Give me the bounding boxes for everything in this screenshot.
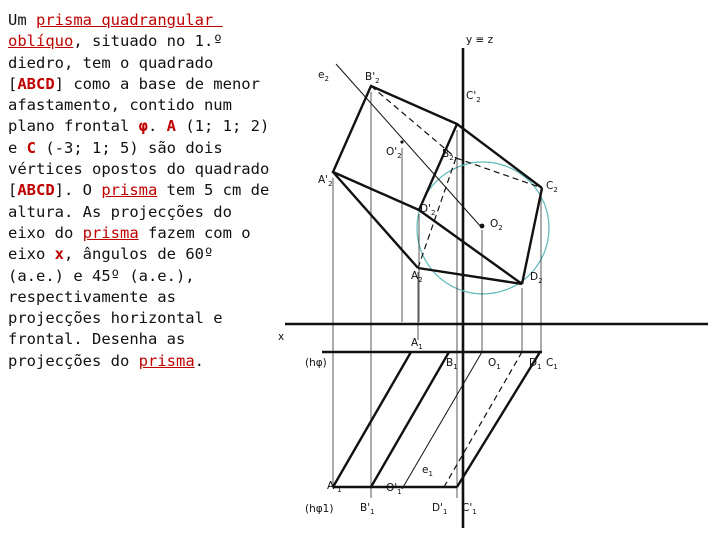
label-B1: $B_1$ (446, 357, 458, 371)
point-O2p (400, 140, 403, 143)
axis-e1-line (402, 352, 482, 489)
statement-highlight: C (26, 138, 37, 157)
label-x-axis: x (278, 331, 285, 343)
label-yz: y ≡ z (466, 34, 494, 46)
label-B2: $B_2$ (442, 148, 454, 162)
label-C2: $C_2$ (546, 180, 558, 194)
label-A1: $A_1$ (411, 337, 423, 351)
label-O1p: $O'_1$ (386, 482, 402, 496)
base-CD-front (522, 188, 542, 284)
statement-highlight: prisma (138, 351, 195, 370)
statement-highlight: prisma (82, 223, 139, 242)
statement-text: . (194, 351, 204, 370)
label-B2p: $B'_2$ (365, 71, 380, 85)
statement-text: ]. O (54, 181, 102, 200)
label-hphi: (hφ) (305, 357, 327, 369)
axis-e2-line (336, 64, 482, 228)
statement-text: ] como a base de menor afastamento, contido num plano frontal (8, 74, 270, 136)
statement-text: . (148, 117, 167, 136)
label-D1p: $D'_1$ (432, 502, 448, 516)
label-e2: $e_2$ (318, 69, 329, 83)
statement-highlight: x (54, 245, 65, 264)
label-D1: $D_1$ (529, 357, 542, 371)
point-O2 (480, 224, 485, 229)
edge-AA-front (333, 172, 418, 268)
statement-text: (-3; 1; 5) são dois vértices opostos do quadrado [ (8, 138, 279, 200)
statement-highlight: ABCD (17, 181, 55, 200)
label-A2: $A_2$ (411, 270, 423, 284)
label-A2p: $A'_2$ (318, 174, 333, 188)
label-O2: $O_2$ (490, 218, 503, 232)
edge-CC-front (457, 124, 542, 188)
label-hphi1: (hφ1) (305, 503, 334, 515)
statement-highlight: φ (138, 117, 148, 136)
label-D2p: $D'_2$ (420, 203, 436, 217)
label-C1: $C_1$ (546, 357, 558, 371)
statement-text: Um (8, 11, 36, 29)
base-DA-front (418, 268, 522, 284)
statement-highlight: A (166, 117, 177, 136)
edge-CC-horizontal (457, 352, 540, 487)
statement-highlight: ABCD (17, 74, 55, 93)
label-C1p: $C'_1$ (462, 502, 477, 516)
statement-highlight: prisma (101, 181, 158, 200)
edge-BB-horizontal (371, 352, 449, 487)
label-O2p: $O'_2$ (386, 146, 402, 160)
statement-text: tem 5 cm de altura. As projecções do eixo do (8, 181, 279, 242)
edge-DD-horizontal (444, 352, 522, 487)
edge-AA-horizontal (333, 352, 411, 487)
label-C2p: $C'_2$ (466, 90, 481, 104)
statement-highlight: prisma quadrangular oblíquo (8, 11, 223, 51)
statement-text: fazem com o eixo (8, 223, 260, 264)
label-A1p: $A'_1$ (327, 480, 342, 494)
statement-text: (1; 1; 2) e (8, 117, 279, 157)
label-e1: $e_1$ (422, 464, 433, 478)
label-D2: $D_2$ (530, 271, 543, 285)
base-BC-front (456, 158, 542, 188)
statement-text: , ângulos de 60º (a.e.) e 45º (a.e.), respectivamente as projecções horizontal e frontal. Desenha as projecções do (8, 245, 232, 370)
label-B1p: $B'_1$ (360, 502, 375, 516)
statement-text: , situado no 1.º diedro, tem o quadrado [ (8, 32, 232, 93)
reference-lines (333, 92, 541, 498)
label-O1: $O_1$ (488, 357, 501, 371)
